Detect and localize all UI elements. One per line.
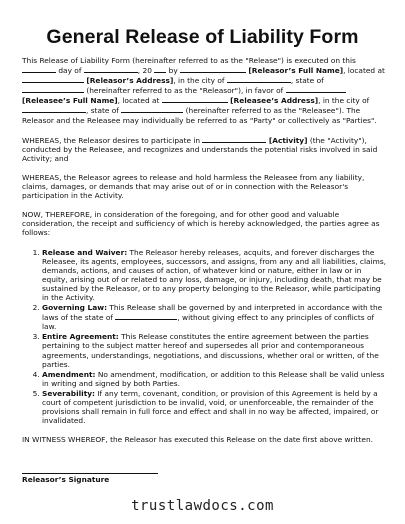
whereas-text: WHEREAS, the Releasor desires to participate in xyxy=(22,135,201,145)
clause-list xyxy=(22,248,387,426)
clause-amendment xyxy=(42,370,387,388)
clause-text: The Releasor hereby releases, acquits, and forever discharges the Releasee, its agents, employees, successors, and assigns, from any and all liabilities, claims, demands, actions, and causes of action, of whatever kind or nature, either in law or in equity, arising out of or related to any loss, damage, or injury, including death, that may be sustained by the Releasor, or to any property belonging to the Releasor, while participating in the Activity. xyxy=(42,247,387,302)
month-blank[interactable] xyxy=(84,65,138,73)
witness-paragraph: IN WITNESS WHEREOF, the Releasor has executed this Release on the date first above written. xyxy=(22,435,373,445)
intro-text: , 20 xyxy=(137,66,152,76)
intro-text: , located at xyxy=(343,66,385,76)
intro-text: , state of xyxy=(290,76,324,86)
releasor-name-blank[interactable] xyxy=(180,65,246,73)
releasee-address-label: [Releasee’s Address] xyxy=(230,96,319,106)
releasee-address-blank[interactable] xyxy=(162,95,228,103)
clause-governing-law xyxy=(42,303,387,331)
clause-text: If any term, covenant, condition, or provision of this Agreement is held by a court of competent jurisdiction to be invalid, void, or unenforceable, the remainder of the provisions shall remain in full force and effect and shall in no way be affected, impaired, or invalidated. xyxy=(42,388,379,426)
activity-blank[interactable] xyxy=(202,135,266,143)
intro-text: (hereinafter referred to as the "Releasor"), in favor of xyxy=(86,86,284,96)
signature-line[interactable] xyxy=(22,473,158,474)
clause-title: Entire Agreement: xyxy=(42,332,119,342)
intro-text: The Releasor and the Releasee may individually be referred to as "Party" or collectively as "Parties". xyxy=(22,106,377,125)
signature-label: Releasor’s Signature xyxy=(22,475,110,484)
whereas-release-paragraph: WHEREAS, the Releasor agrees to release and hold harmless the Releasee from any liability, claims, damages, or demands that may arise out of or in connection with the Releasor's participation in the Activity. xyxy=(22,172,365,201)
year-blank[interactable] xyxy=(154,65,166,73)
clause-text: No amendment, modification, or addition to this Release shall be valid unless in writing and signed by both Parties. xyxy=(42,369,385,388)
clause-title: Severability: xyxy=(42,388,95,398)
clause-title: Amendment: xyxy=(42,369,96,379)
releasee-name-blank[interactable] xyxy=(286,85,346,93)
clause-title: Release and Waiver: xyxy=(42,247,128,257)
intro-text: , in the city of xyxy=(318,96,370,106)
releasor-address-label: [Releasor’s Address] xyxy=(86,76,174,86)
releasor-name-label: [Releasor’s Full Name] xyxy=(248,66,344,76)
releasor-state-blank[interactable] xyxy=(22,85,84,93)
clause-release-waiver xyxy=(42,248,387,303)
releasor-address-blank[interactable] xyxy=(22,75,84,83)
releasor-city-blank[interactable] xyxy=(227,75,291,83)
releasee-city-blank[interactable] xyxy=(22,105,86,113)
document-title: General Release of Liability Form xyxy=(46,26,359,48)
now-therefore-paragraph: NOW, THEREFORE, in consideration of the foregoing, and for other good and valuable consideration, the receipt and sufficiency of which is hereby acknowledged, the parties agree as follows: xyxy=(22,210,380,238)
intro-text: , located at xyxy=(117,96,160,106)
intro-paragraph xyxy=(22,56,387,125)
intro-text: , state of xyxy=(86,106,119,116)
governing-state-blank[interactable] xyxy=(115,312,177,320)
day-blank[interactable] xyxy=(22,65,56,73)
releasee-state-blank[interactable] xyxy=(121,105,183,113)
intro-text: , in the city of xyxy=(173,76,225,86)
intro-text: day of xyxy=(58,66,82,76)
whereas-text: (the "Activity"), conducted by the Releasee, and recognizes and understands the potential risks involved in said Activity; and xyxy=(22,135,378,163)
footer-watermark: trustlawdocs.com xyxy=(131,498,274,514)
whereas-activity-paragraph xyxy=(22,135,387,163)
intro-text: by xyxy=(168,66,178,76)
document-body xyxy=(22,56,387,454)
intro-text: (hereinafter referred to as the "Releasee"). xyxy=(185,106,345,116)
releasee-name-label: [Releasee’s Full Name] xyxy=(22,96,118,106)
intro-text: This Release of Liability Form (hereinafter referred to as the "Release") is executed on this xyxy=(22,56,356,65)
clause-entire-agreement xyxy=(42,332,387,368)
clause-title: Governing Law: xyxy=(42,303,108,313)
clause-text: This Release constitutes the entire agreement between the parties pertaining to the subject matter hereof and supersedes all prior and contemporaneous agreements, understandings, negotiations, and discussions, whether oral or written, of the parties. xyxy=(42,332,379,369)
clause-severability xyxy=(42,389,387,425)
activity-label: [Activity] xyxy=(268,135,308,145)
clause-text: , without giving effect to any principles of conflicts of law. xyxy=(42,313,375,332)
clause-text: This Release shall be governed by and interpreted in accordance with the laws of the state of xyxy=(42,303,383,323)
